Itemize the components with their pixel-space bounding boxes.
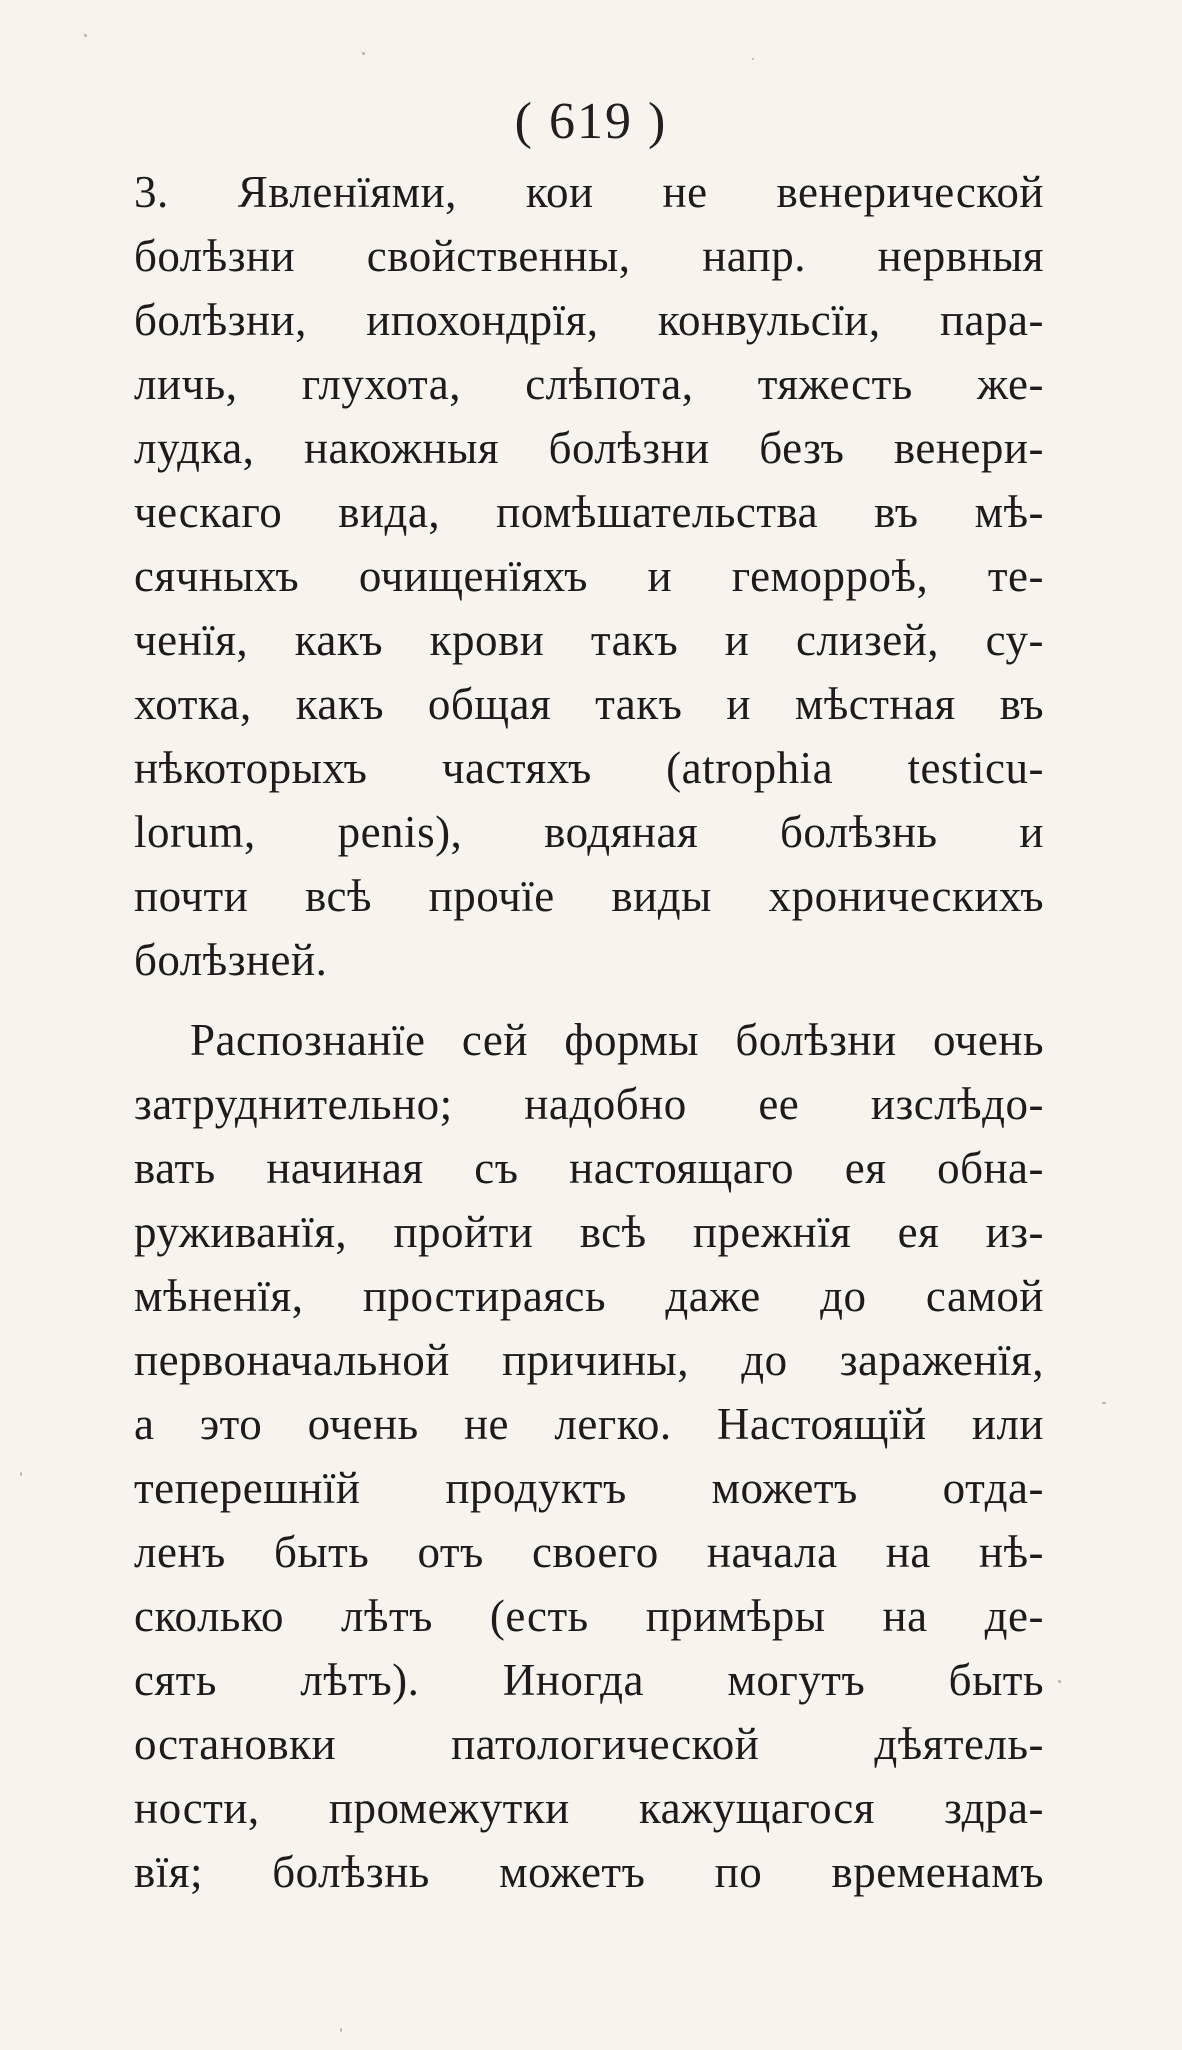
- text-line: болѣзни, ипохондрїя, конвульсїи, пара-: [134, 295, 1044, 345]
- text-line: личь, глухота, слѣпота, тяжесть же-: [134, 359, 1044, 409]
- text-line: ности, промежутки кажущагося здра-: [134, 1783, 1044, 1833]
- text-line: почти всѣ прочїе виды хроническихъ: [134, 871, 1044, 921]
- text-line: руживанїя, пройти всѣ прежнїя ея из-: [134, 1207, 1044, 1257]
- paper-speck: [1058, 1680, 1061, 1683]
- paper-speck: [362, 52, 365, 55]
- text-line: первоначальной причины, до зараженїя,: [134, 1335, 1044, 1385]
- text-line: ленъ быть отъ своего начала на нѣ-: [134, 1527, 1044, 1577]
- text-line: болѣзни свойственны, напр. нервныя: [134, 231, 1044, 281]
- page-number: ( 619 ): [514, 93, 668, 150]
- text-line: теперешнїй продуктъ можетъ отда-: [134, 1463, 1044, 1513]
- text-line: сячныхъ очищенїяхъ и геморроѣ, те-: [134, 551, 1044, 601]
- text-line: сять лѣтъ). Иногда могутъ быть: [134, 1655, 1044, 1705]
- paper-speck: [752, 58, 754, 60]
- text-line: Распознанїе сей формы болѣзни очень: [190, 1015, 1044, 1065]
- text-line: а это очень не легко. Настоящїй или: [134, 1399, 1044, 1449]
- text-line: нѣкоторыхъ частяхъ (atrophia testicu-: [134, 743, 1044, 793]
- text-line: вїя; болѣзнь можетъ по временамъ: [134, 1847, 1044, 1897]
- text-line: вать начиная съ настоящаго ея обна-: [134, 1143, 1044, 1193]
- text-line: мѣненїя, простираясь даже до самой: [134, 1271, 1044, 1321]
- text-line: хотка, какъ общая такъ и мѣстная въ: [134, 679, 1044, 729]
- paper-speck: [340, 2028, 342, 2032]
- paper-speck: [84, 34, 87, 37]
- text-line: lorum, penis), водяная болѣзнь и: [134, 807, 1044, 857]
- text-line: ческаго вида, помѣшательства въ мѣ-: [134, 487, 1044, 537]
- text-line: затруднительно; надобно ее изслѣдо-: [134, 1079, 1044, 1129]
- text-line: болѣзней.: [134, 935, 328, 985]
- text-line: 3. Явленїями, кои не венерической: [134, 167, 1044, 217]
- text-line: лудка, накожныя болѣзни безъ венери-: [134, 423, 1044, 473]
- paper-speck: [1102, 1402, 1106, 1404]
- text-line: сколько лѣтъ (есть примѣры на де-: [134, 1591, 1044, 1641]
- text-line: остановки патологической дѣятель-: [134, 1719, 1044, 1769]
- text-line: ченїя, какъ крови такъ и слизей, су-: [134, 615, 1044, 665]
- paper-speck: [20, 1472, 22, 1476]
